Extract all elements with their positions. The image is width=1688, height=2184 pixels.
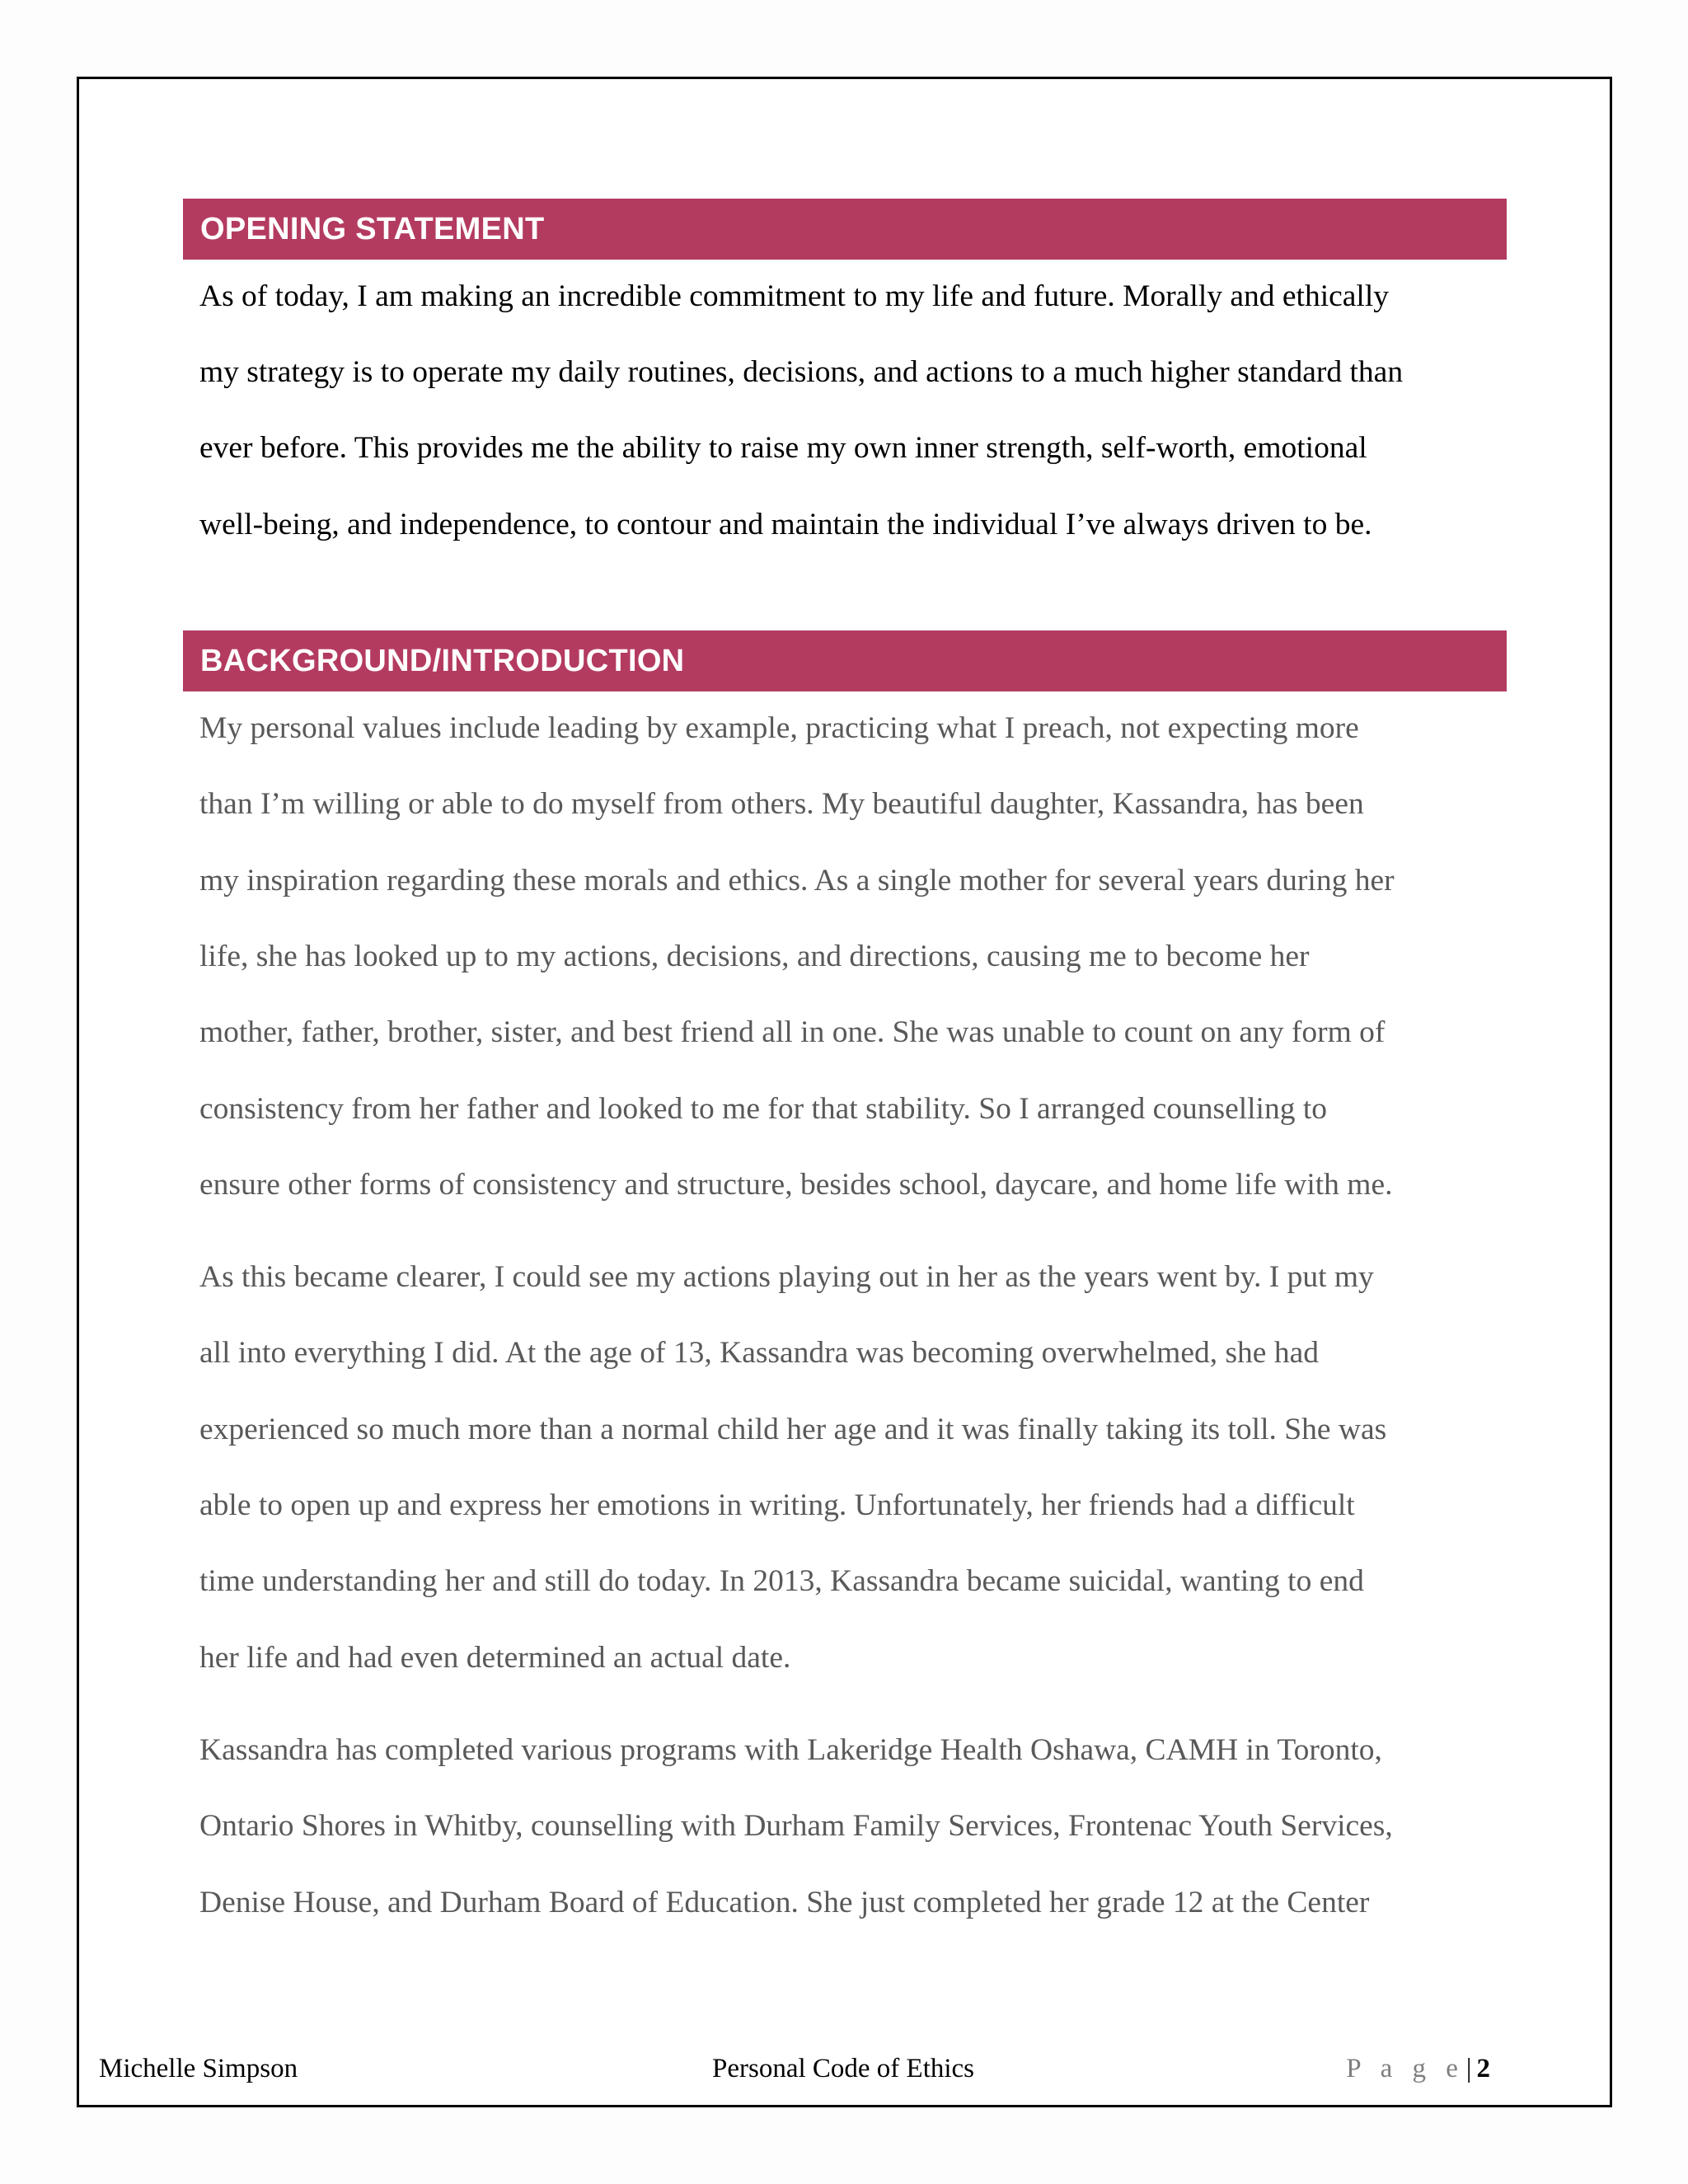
- background-line-13: her life and had even determined an actual date.: [199, 1641, 791, 1675]
- background-line-11: able to open up and express her emotions in writing. Unfortunately, her friends had a difficult: [199, 1488, 1355, 1522]
- background-line-7: ensure other forms of consistency and structure, besides school, daycare, and home life with me.: [199, 1168, 1393, 1202]
- background-line-1: My personal values include leading by example, practicing what I preach, not expecting more: [199, 711, 1359, 745]
- opening-statement-heading: OPENING STATEMENT: [183, 199, 1507, 260]
- background-line-2: than I’m willing or able to do myself from others. My beautiful daughter, Kassandra, has been: [199, 787, 1364, 821]
- opening-line-3: ever before. This provides me the ability to raise my own inner strength, self-worth, emotional: [199, 431, 1367, 465]
- background-line-14: Kassandra has completed various programs with Lakeridge Health Oshawa, CAMH in Toronto,: [199, 1733, 1382, 1767]
- page-label: P a g e: [1346, 2054, 1465, 2083]
- opening-line-1: As of today, I am making an incredible commitment to my life and future. Morally and ethically: [199, 279, 1389, 313]
- background-line-9: all into everything I did. At the age of 13, Kassandra was becoming overwhelmed, she had: [199, 1336, 1319, 1370]
- background-line-8: As this became clearer, I could see my actions playing out in her as the years went by. I put my: [199, 1260, 1374, 1294]
- background-line-6: consistency from her father and looked to me for that stability. So I arranged counselling to: [199, 1092, 1328, 1126]
- background-line-12: time understanding her and still do today. In 2013, Kassandra became suicidal, wanting to end: [199, 1564, 1364, 1598]
- background-line-5: mother, father, brother, sister, and best friend all in one. She was unable to count on any form of: [199, 1015, 1386, 1049]
- background-line-16: Denise House, and Durham Board of Education. She just completed her grade 12 at the Center: [199, 1886, 1370, 1919]
- background-introduction-heading: BACKGROUND/INTRODUCTION: [183, 630, 1507, 691]
- footer-author: Michelle Simpson: [99, 2054, 298, 2083]
- background-line-4: life, she has looked up to my actions, decisions, and directions, causing me to become her: [199, 940, 1310, 973]
- background-line-15: Ontario Shores in Whitby, counselling with Durham Family Services, Frontenac Youth Services,: [199, 1809, 1393, 1843]
- opening-line-2: my strategy is to operate my daily routines, decisions, and actions to a much higher standard than: [199, 355, 1404, 389]
- footer-document-title: Personal Code of Ethics: [712, 2054, 975, 2083]
- opening-line-4: well-being, and independence, to contour and maintain the individual I’ve always driven to be.: [199, 508, 1372, 541]
- background-line-10: experienced so much more than a normal child her age and it was finally taking its toll. She was: [199, 1413, 1387, 1446]
- background-line-3: my inspiration regarding these morals and ethics. As a single mother for several years during her: [199, 864, 1395, 898]
- footer-page-indicator: [1346, 2055, 1490, 2083]
- page-number: 2: [1476, 2054, 1490, 2083]
- page-separator: |: [1465, 2054, 1472, 2083]
